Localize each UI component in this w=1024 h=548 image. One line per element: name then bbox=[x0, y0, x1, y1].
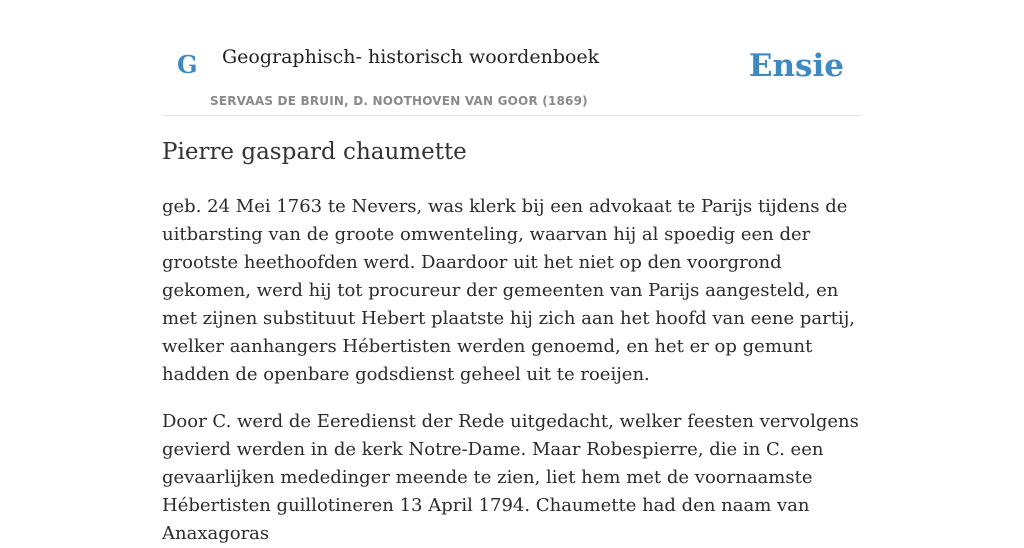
entry-paragraph: Door C. werd de Eeredienst der Rede uitgedacht, welker feesten vervolgens gevierd werden in de kerk Notre-Dame. Maar Robespierre, die in C. een gevaarlijken mededinger meende te zien, liet hem met de voornaamste Hébertisten guillotineren 13 April 1794. Chaumette had den naam van Anaxagoras bbox=[162, 410, 859, 544]
entry-content bbox=[162, 138, 862, 548]
site-header bbox=[162, 0, 862, 116]
ensie-logo[interactable]: Ensie bbox=[748, 48, 844, 84]
entry-paragraph: geb. 24 Mei 1763 te Nevers, was klerk bij een advokaat te Parijs tijdens de uitbarsting van de groote omwenteling, waarvan hij al spoedig een der grootste heethoofden werd. Daardoor uit het niet op den voorgrond gekomen, werd hij tot procureur der gemeenten van Parijs aangesteld, en met zijnen substituut Hebert plaatste hij zich aan het hoofd van eene partij, welker aanhangers Hébertisten werden genoemd, en het er op gemunt hadden de openbare godsdienst geheel uit te roeijen. bbox=[162, 195, 855, 385]
book-authors: SERVAAS DE BRUIN, D. NOOTHOVEN VAN GOOR (1869) bbox=[210, 94, 588, 108]
book-logo-icon[interactable]: G bbox=[177, 50, 198, 79]
entry-title: Pierre gaspard chaumette bbox=[162, 139, 467, 165]
book-title-link[interactable]: Geographisch- historisch woordenboek bbox=[222, 46, 600, 68]
